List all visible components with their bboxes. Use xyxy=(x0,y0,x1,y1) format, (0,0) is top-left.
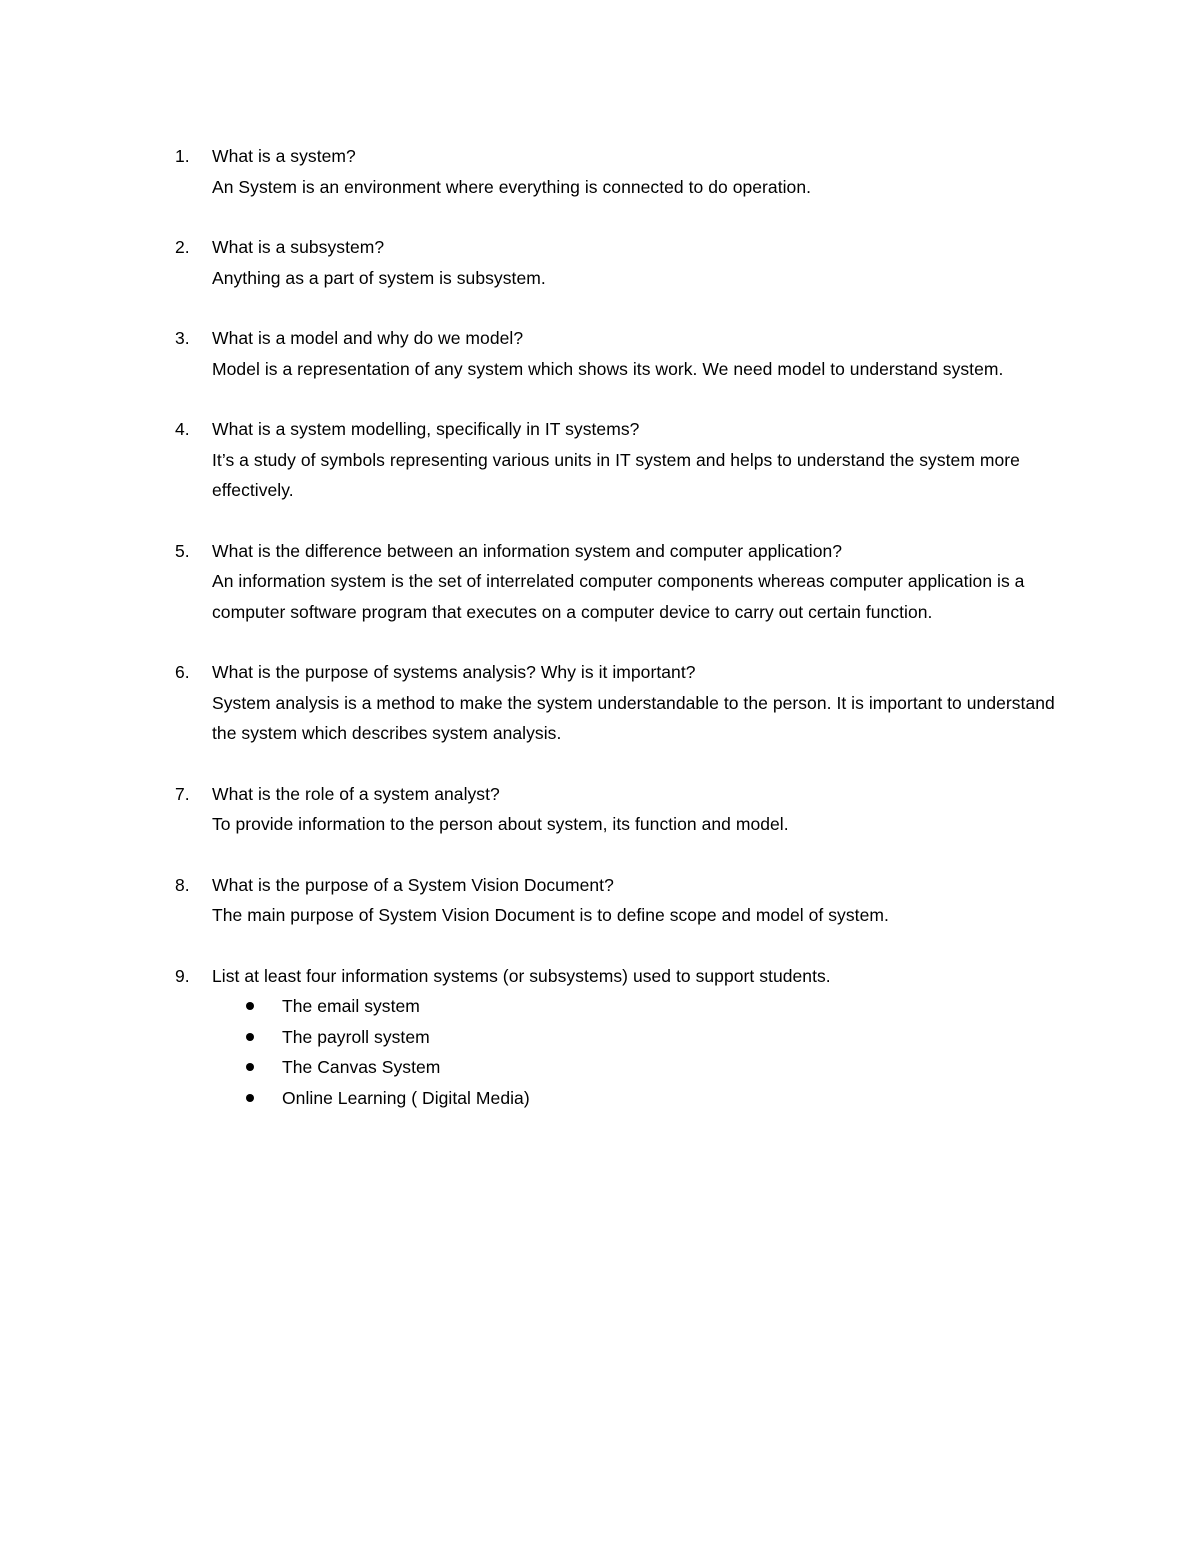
question-item-3 xyxy=(0,323,1200,384)
question-text: What is the purpose of systems analysis? Why is it important? xyxy=(212,662,696,682)
question-item-6 xyxy=(0,657,1200,749)
question-number: 8. xyxy=(175,874,190,895)
list-item xyxy=(282,991,1200,1022)
question-number: 5. xyxy=(175,540,190,561)
question-item-9 xyxy=(0,961,1200,1114)
bullet-icon xyxy=(246,1094,254,1102)
answer-text: An System is an environment where everything is connected to do operation. xyxy=(212,176,812,197)
question-item-8 xyxy=(0,870,1200,931)
bullet-text: Online Learning ( Digital Media) xyxy=(282,1087,530,1108)
question-number: 6. xyxy=(175,662,190,682)
question-number: 1. xyxy=(175,146,190,166)
list-item xyxy=(282,1022,1200,1053)
bullet-text: The Canvas System xyxy=(282,1057,441,1077)
bullet-text: The payroll system xyxy=(282,1026,430,1047)
answer-text: An information system is the set of interrelated computer components whereas computer application is a computer software program that executes on a computer device to carry out certain function. xyxy=(212,571,1025,622)
question-number: 2. xyxy=(175,237,190,257)
answer-text: Anything as a part of system is subsystem. xyxy=(212,267,546,288)
question-item-1 xyxy=(0,141,1200,202)
list-item xyxy=(282,1052,1200,1083)
answer-text: The main purpose of System Vision Document is to define scope and model of system. xyxy=(212,905,889,925)
question-number: 7. xyxy=(175,783,190,804)
question-text: What is a system modelling, specifically in IT systems? xyxy=(212,419,640,439)
question-text: What is the purpose of a System Vision Document? xyxy=(212,874,614,895)
question-text: What is the difference between an information system and computer application? xyxy=(212,540,843,561)
bullet-icon xyxy=(246,1033,254,1041)
question-item-2 xyxy=(0,232,1200,293)
question-number: 9. xyxy=(175,965,190,986)
answer-text: To provide information to the person about system, its function and model. xyxy=(212,814,789,834)
question-text: List at least four information systems (or subsystems) used to support students. xyxy=(212,965,831,986)
question-text: What is the role of a system analyst? xyxy=(212,783,500,804)
question-item-4 xyxy=(0,414,1200,506)
answer-text: System analysis is a method to make the system understandable to the person. It is important to understand the system which describes system analysis. xyxy=(212,692,1055,743)
question-text: What is a model and why do we model? xyxy=(212,328,524,348)
question-number: 4. xyxy=(175,419,190,439)
bullet-list xyxy=(0,991,1200,1113)
answer-text: It’s a study of symbols representing various units in IT system and helps to understand the system more effectively. xyxy=(212,449,1020,500)
question-list xyxy=(0,141,1200,1143)
list-item xyxy=(282,1083,1200,1114)
bullet-icon xyxy=(246,1063,254,1071)
question-text: What is a system? xyxy=(212,146,356,166)
bullet-text: The email system xyxy=(282,996,420,1016)
question-text: What is a subsystem? xyxy=(212,237,385,257)
question-item-5 xyxy=(0,536,1200,628)
question-number: 3. xyxy=(175,328,190,348)
answer-text: Model is a representation of any system which shows its work. We need model to understand system. xyxy=(212,358,1004,379)
question-item-7 xyxy=(0,779,1200,840)
bullet-icon xyxy=(246,1002,254,1010)
